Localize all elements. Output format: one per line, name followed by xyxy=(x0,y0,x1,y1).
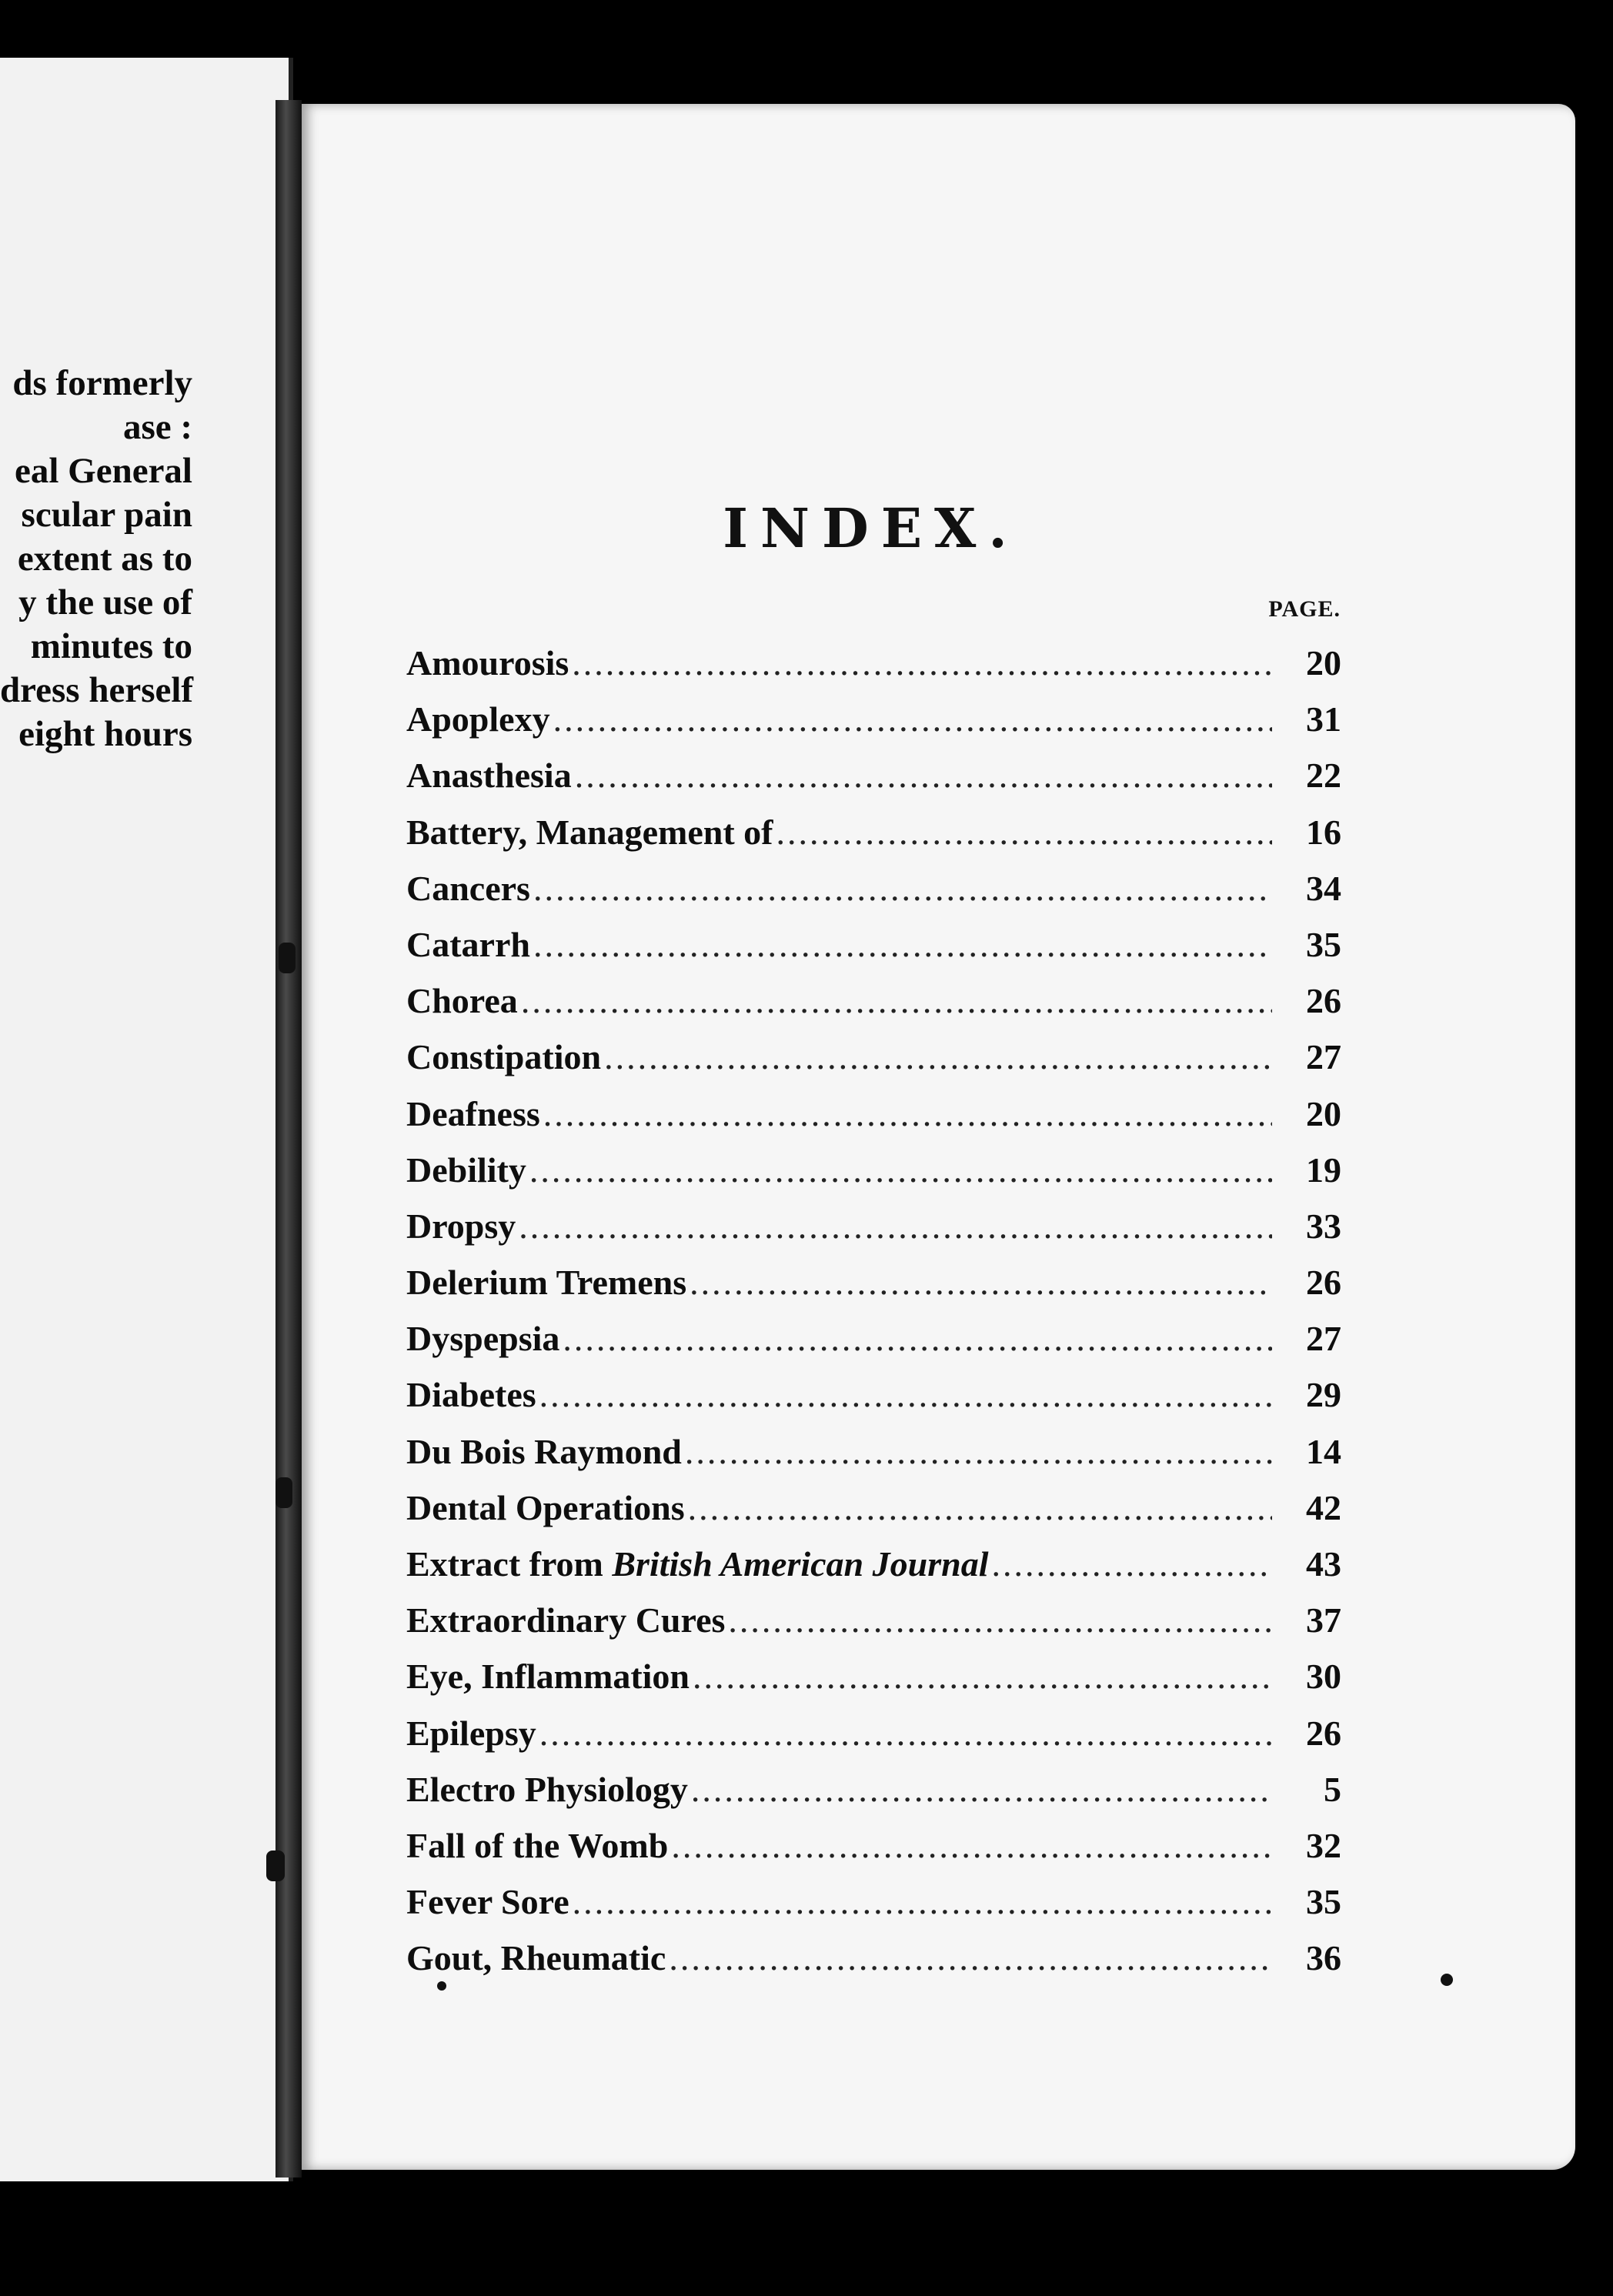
index-entry xyxy=(406,1262,1341,1318)
entry-page-number: 43 xyxy=(1306,1544,1341,1584)
entry-title: Dropsy xyxy=(406,1206,516,1246)
index-entry xyxy=(406,1150,1341,1206)
entry-page-number: 30 xyxy=(1306,1657,1341,1697)
index-page xyxy=(302,104,1575,2170)
index-entry xyxy=(406,755,1341,811)
entry-page-number: 33 xyxy=(1306,1206,1341,1246)
entry-title: Cancers xyxy=(406,868,530,908)
index-entry xyxy=(406,1656,1341,1712)
dot-leader xyxy=(533,868,1272,909)
entry-page-number: 35 xyxy=(1306,924,1341,964)
dot-leader xyxy=(539,1374,1272,1415)
entry-page-number: 35 xyxy=(1306,1882,1341,1922)
page-column-label: PAGE. xyxy=(1268,596,1341,622)
entry-title: Chorea xyxy=(406,981,518,1021)
entry-page-number: 22 xyxy=(1306,756,1341,796)
entry-title: Catarrh xyxy=(406,924,530,964)
left-page-line: scular pain xyxy=(21,495,192,535)
dot-leader xyxy=(671,1825,1272,1866)
left-page-line: minutes to xyxy=(30,626,192,666)
entry-page-number: 34 xyxy=(1306,868,1341,908)
entry-title: Electro Physiology xyxy=(406,1769,688,1809)
dot-leader xyxy=(690,1262,1272,1303)
dot-leader xyxy=(693,1656,1272,1697)
index-entry xyxy=(406,699,1341,755)
index-entry xyxy=(406,1937,1341,1994)
left-page-line: eal General xyxy=(14,451,192,491)
dot-leader xyxy=(688,1487,1272,1528)
dot-leader xyxy=(575,755,1272,796)
index-entry xyxy=(406,1206,1341,1262)
entry-title: Gout, Rheumatic xyxy=(406,1938,666,1978)
entry-page-number: 31 xyxy=(1306,699,1341,739)
index-entry xyxy=(406,1769,1341,1825)
entry-page-number: 27 xyxy=(1306,1319,1341,1359)
dot-leader xyxy=(728,1600,1272,1640)
entry-title: Fall of the Womb xyxy=(406,1825,669,1865)
entry-title: Dyspepsia xyxy=(406,1319,560,1359)
left-page-line: dress herself xyxy=(0,670,194,710)
left-page-line: eight hours xyxy=(18,714,192,754)
entry-title: Deafness xyxy=(406,1093,540,1133)
entry-title-prefix: Extract from xyxy=(406,1544,613,1584)
dot-leader xyxy=(669,1937,1272,1978)
dot-leader xyxy=(533,924,1272,965)
entry-title: Amourosis xyxy=(406,643,569,682)
entry-page-number: 20 xyxy=(1306,643,1341,682)
index-entry xyxy=(406,868,1341,924)
entry-title: Anasthesia xyxy=(406,756,572,796)
ink-speck xyxy=(1441,1974,1453,1986)
entry-page-number: 27 xyxy=(1306,1037,1341,1077)
index-entry xyxy=(406,1374,1341,1430)
entry-page-number: 14 xyxy=(1306,1431,1341,1471)
binding-mark xyxy=(266,1850,285,1881)
dot-leader xyxy=(519,1206,1272,1246)
dot-leader xyxy=(529,1150,1272,1190)
index-entry xyxy=(406,1713,1341,1769)
binding-mark xyxy=(276,1477,292,1508)
index-entry xyxy=(406,1543,1341,1600)
left-facing-page xyxy=(0,58,293,2181)
entry-title xyxy=(406,1543,988,1584)
dot-leader xyxy=(776,812,1273,853)
entry-page-number: 26 xyxy=(1306,1713,1341,1753)
entry-title: Battery, Management of xyxy=(406,812,773,852)
entry-title: Extraordinary Cures xyxy=(406,1600,726,1640)
entry-page-number: 19 xyxy=(1306,1150,1341,1190)
dot-leader xyxy=(521,980,1272,1021)
index-entry xyxy=(406,1093,1341,1150)
dot-leader xyxy=(604,1036,1272,1077)
entry-page-number: 16 xyxy=(1306,812,1341,852)
entry-title: Fever Sore xyxy=(406,1882,569,1922)
index-entry xyxy=(406,642,1341,699)
entry-title: Epilepsy xyxy=(406,1713,536,1753)
left-page-text xyxy=(0,362,192,756)
index-title: INDEX. xyxy=(723,496,1020,560)
index-entry xyxy=(406,812,1341,868)
index-entry xyxy=(406,1487,1341,1543)
left-page-line: y the use of xyxy=(18,582,192,622)
dot-leader xyxy=(539,1713,1272,1754)
left-page-line: extent as to xyxy=(17,539,192,579)
index-entry xyxy=(406,1318,1341,1374)
dot-leader xyxy=(685,1431,1272,1472)
index-entry xyxy=(406,1600,1341,1656)
entry-page-number: 36 xyxy=(1306,1938,1341,1978)
dot-leader xyxy=(573,1881,1272,1922)
entry-page-number: 20 xyxy=(1306,1093,1341,1133)
dot-leader xyxy=(543,1093,1272,1134)
entry-title: Delerium Tremens xyxy=(406,1263,687,1303)
entry-title: Eye, Inflammation xyxy=(406,1657,690,1697)
entry-title-italic: British American Journal xyxy=(612,1544,989,1584)
entry-page-number: 32 xyxy=(1306,1825,1341,1865)
index-entry xyxy=(406,924,1341,980)
dot-leader xyxy=(553,699,1272,739)
entry-title: Diabetes xyxy=(406,1375,536,1415)
dot-leader xyxy=(991,1543,1272,1584)
binding-mark xyxy=(279,943,296,973)
entry-title: Constipation xyxy=(406,1037,602,1077)
dot-leader xyxy=(563,1318,1272,1359)
entry-page-number: 26 xyxy=(1306,1263,1341,1303)
index-entry xyxy=(406,1881,1341,1937)
index-entry xyxy=(406,1036,1341,1093)
entry-page-number: 37 xyxy=(1306,1600,1341,1640)
entry-title: Debility xyxy=(406,1150,526,1190)
index-entries xyxy=(406,642,1341,1994)
dot-leader xyxy=(691,1769,1272,1810)
index-entry xyxy=(406,980,1341,1036)
entry-page-number: 5 xyxy=(1324,1769,1341,1809)
dot-leader xyxy=(572,642,1272,683)
entry-title: Du Bois Raymond xyxy=(406,1431,682,1471)
index-entry xyxy=(406,1825,1341,1881)
entry-page-number: 42 xyxy=(1306,1487,1341,1527)
entry-page-number: 29 xyxy=(1306,1375,1341,1415)
ink-speck xyxy=(437,1981,446,1991)
entry-title: Dental Operations xyxy=(406,1487,685,1527)
index-entry xyxy=(406,1431,1341,1487)
left-page-line: ds formerly xyxy=(12,363,192,403)
entry-title: Apoplexy xyxy=(406,699,550,739)
entry-page-number: 26 xyxy=(1306,981,1341,1021)
left-page-line: ase : xyxy=(122,407,192,447)
